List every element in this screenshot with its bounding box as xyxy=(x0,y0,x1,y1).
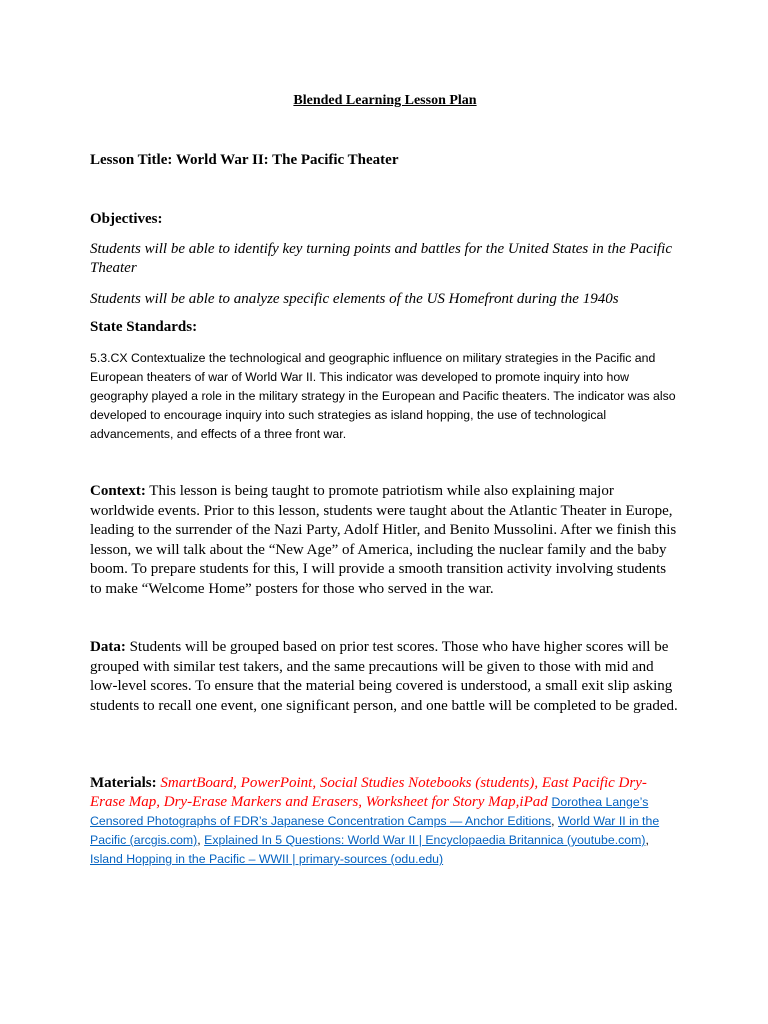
state-standards-heading: State Standards: xyxy=(90,319,198,335)
materials-paragraph xyxy=(90,774,680,869)
objective-item: Students will be able to identify key turning points and battles for the United States in the Pacific Theater xyxy=(90,241,672,276)
context-label: Context: xyxy=(90,483,146,499)
lesson-title: Lesson Title: World War II: The Pacific Theater xyxy=(90,152,399,168)
link-separator: , xyxy=(197,833,205,847)
document-title: Blended Learning Lesson Plan xyxy=(293,93,477,108)
context-paragraph xyxy=(90,482,680,599)
objective-item: Students will be able to analyze specific elements of the US Homefront during the 1940s xyxy=(90,291,619,307)
link-separator: , xyxy=(645,833,649,847)
materials-label: Materials: xyxy=(90,775,157,791)
link-odu-primary-sources[interactable]: Island Hopping in the Pacific – WWII | primary-sources (odu.edu) xyxy=(90,852,444,866)
context-text: This lesson is being taught to promote patriotism while also explaining major worldwide events. Prior to this lesson, students were taught about the Atlantic Theater in Europe, leading to the surrender of the Nazi Party, Adolf Hitler, and Benito Mussolini. After we finish this lesson, we will talk about the “New Age” of America, including the nuclear family and the baby boom. To prepare students for this, I will provide a smooth transition activity involving students to make “Welcome Home” posters for those who served in the war. xyxy=(90,483,677,597)
link-dorothea-lange[interactable]: Dorothea Lange’s Censored Photographs of FDR’s Japanese Concentration Camps — Anchor Editions xyxy=(90,795,649,828)
state-standards-text: 5.3.CX Contextualize the technological and geographic influence on military strategies in the Pacific and European theaters of war of World War II. This indicator was developed to promote inquiry into how geography played a role in the military strategy in the European and Pacific theaters. The indicator was also developed to encourage inquiry into such strategies as island hopping, the use of technological advancements, and effects of a three front war. xyxy=(90,351,676,441)
data-text: Students will be grouped based on prior test scores. Those who have higher scores will be grouped with similar test takers, and the same precautions will be given to those with mid and low-level scores. To ensure that the material being covered is understood, a small exit slip asking students to recall one event, one significant person, and one battle will be completed to be graded. xyxy=(90,639,678,714)
data-label: Data: xyxy=(90,639,126,655)
data-paragraph xyxy=(90,638,680,716)
materials-list: SmartBoard, PowerPoint, Social Studies Notebooks (students), East Pacific Dry-Erase Map, Dry-Erase Markers and Erasers, Worksheet for Story Map,iPad xyxy=(90,775,647,810)
link-britannica-youtube[interactable]: Explained In 5 Questions: World War II | Encyclopaedia Britannica (youtube.com) xyxy=(204,833,646,847)
objectives-heading: Objectives: xyxy=(90,211,163,227)
link-arcgis[interactable]: World War II in the Pacific (arcgis.com) xyxy=(90,814,660,847)
link-separator: , xyxy=(551,814,559,828)
